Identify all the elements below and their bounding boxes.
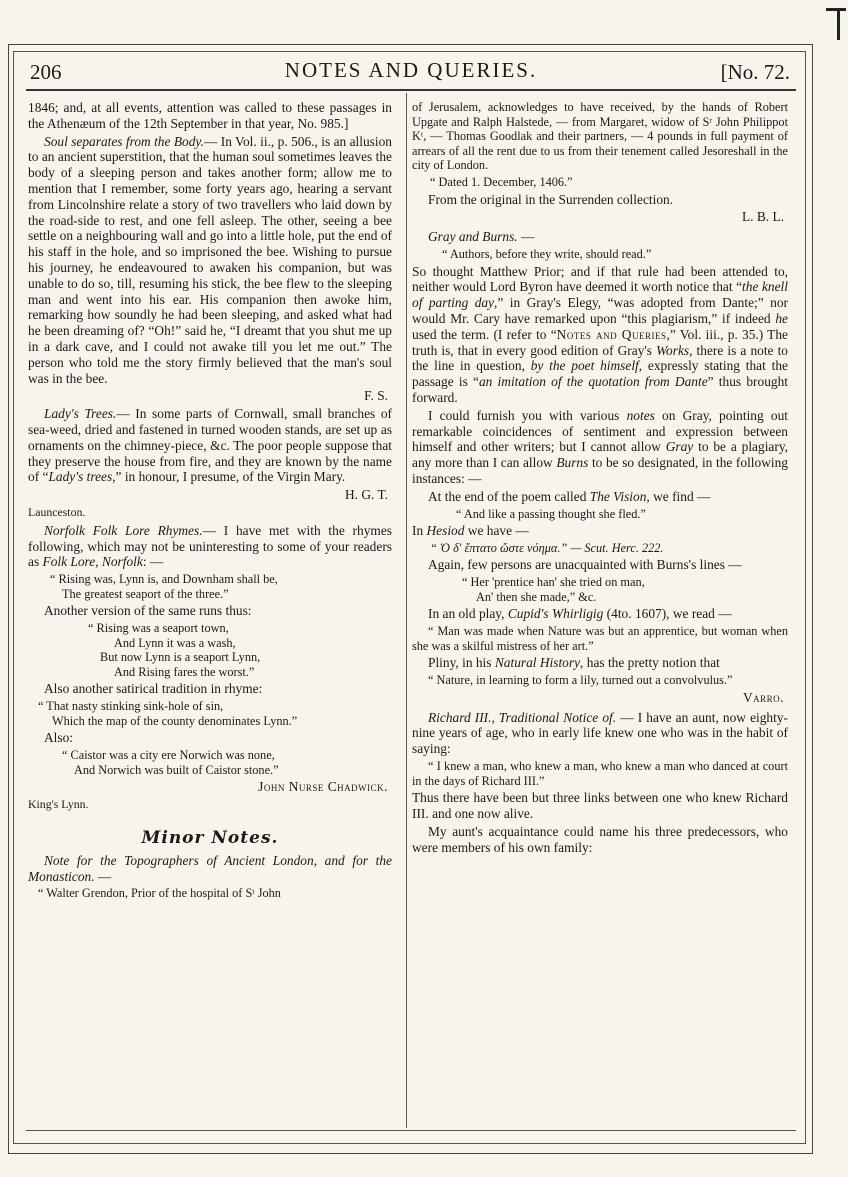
bottom-rule xyxy=(26,1130,796,1131)
quotation-date: “ Dated 1. December, 1406.” xyxy=(430,174,573,189)
quotation: “ Walter Grendon, Prior of the hospital of Sᵗ John xyxy=(38,886,281,901)
place-name: Launceston. xyxy=(28,504,86,519)
quotation: “ I knew a man, who knew a man, who knew a man who danced at court in the days of Richard III.” xyxy=(412,759,788,788)
article-title: Gray and Burns. xyxy=(428,229,518,245)
article-title: Lady's Trees. xyxy=(44,406,117,422)
paragraph: I could furnish you with various notes on Gray, pointing out remarkable coincidences of sentiment and expression between himself and other writers; but I cannot allow Gray to be a plagiary, any more than I can allow Burns to be so designated, in the following instances: — xyxy=(412,407,789,486)
paragraph: So thought Matthew Prior; and if that rule had been attended to, neither would Lord Byron have deemed it worth notice that “the knell of parting day,” in Gray's Elegy, “was adopted from Dante;” nor would Mr. Cary have remarked upon “this plagiarism,” if indeed he used the term. (I refer to “Notes and Queries,” Vol. iii., p. 35.) The truth is, that in every good edition of Gray's Works, there is a note to the line in question, by the poet himself, expressly stating that the passage is “an imitation of the quotation from Dante” thus brought forward. xyxy=(412,263,789,405)
paragraph: Also another satirical tradition in rhyme: xyxy=(44,681,263,697)
article-norfolk-rhymes: Norfolk Folk Lore Rhymes.— I have met with the rhymes following, which may not be uninteresting to some of your readers as Folk Lore, Norfolk: — xyxy=(28,522,392,570)
quotation: “ And like a passing thought she fled.” xyxy=(456,506,646,521)
paragraph: Again, few persons are unacquainted with Burns's lines — xyxy=(428,557,742,573)
paragraph: From the original in the Surrenden collection. xyxy=(428,191,674,207)
issue-number: [No. 72. xyxy=(720,60,790,84)
corner-crop-mark xyxy=(826,0,846,40)
article-title: Note for the Topographers of Ancient London, and for the Monasticon. xyxy=(28,852,392,884)
article-title: Norfolk Folk Lore Rhymes. xyxy=(44,522,203,538)
paragraph: Also: xyxy=(44,730,74,746)
signature: H. G. T. xyxy=(344,487,388,503)
signature: Varro. xyxy=(742,689,784,705)
article-topographers: Note for the Topographers of Ancient London, and for the Monasticon. — xyxy=(28,852,392,884)
paragraph: In Hesiod we have — xyxy=(412,523,529,539)
burns-lines: “ Her 'prentice han' she tried on man, An' then she made,” &c. xyxy=(462,575,645,604)
rhyme: “ Caistor was a city ere Norwich was none, And Norwich was built of Caistor stone.” xyxy=(62,748,279,777)
paragraph-continuation: 1846; and, at all events, attention was called to these passages in the Athenæum of the 12th September in that year, No. 985.] xyxy=(28,100,392,131)
section-heading: Minor Notes. xyxy=(141,828,279,849)
paragraph: Another version of the same runs thus: xyxy=(44,603,252,619)
signature: L. B. L. xyxy=(741,209,784,225)
epigraph: “ Authors, before they write, should read.” xyxy=(442,246,652,261)
rhyme: “ Rising was a seaport town, And Lynn it was a wash, But now Lynn is a seaport Lynn, And Rising fares the worst.” xyxy=(88,621,261,679)
journal-title: NOTES AND QUERIES. xyxy=(284,58,538,82)
column-divider xyxy=(406,93,407,1128)
quotation: “ Man was made when Nature was but an apprentice, but woman when she was a skilful mistress of her art.” xyxy=(412,624,788,653)
paragraph: Pliny, in his Natural History, has the pretty notion that xyxy=(428,655,720,671)
article-richard-iii: Richard III., Traditional Notice of. — I have an aunt, now eighty-nine years of age, who in early life knew one who was in the habit of saying: xyxy=(412,709,788,757)
quotation: of Jerusalem, acknowledges to have received, by the hands of Robert Upgate and Ralph Halstede, — from Margaret, widow of Sʳ John Philippot Kᵗ, — Thomas Goodlak and their partners, — 4 pounds in full payment of arrears of all the rent due to us from their tenement called Jesoreshall in the city of London. xyxy=(412,100,788,173)
article-title: Richard III., Traditional Notice of. xyxy=(428,709,617,725)
paragraph: At the end of the poem called The Vision, we find — xyxy=(428,488,711,504)
rhyme: “ That nasty stinking sink-hole of sin, Which the map of the county denominates Lynn.” xyxy=(38,699,298,728)
rhyme: “ Rising was, Lynn is, and Downham shall be, The greatest seaport of the three.” xyxy=(50,572,278,601)
quotation: “ Nature, in learning to form a lily, turned out a convolvulus.” xyxy=(428,673,733,688)
right-column xyxy=(412,100,788,857)
place-name: King's Lynn. xyxy=(28,797,89,812)
article-gray-and-burns: Gray and Burns. — xyxy=(428,229,535,245)
left-column xyxy=(28,100,392,903)
header-rule xyxy=(26,89,796,91)
paragraph: My aunt's acquaintance could name his three predecessors, who were members of his own family: xyxy=(412,823,788,855)
paragraph: Thus there have been but three links between one who knew Richard III. and one now alive. xyxy=(412,790,788,822)
paragraph: In an old play, Cupid's Whirligig (4to. 1607), we read — xyxy=(428,606,732,622)
signature: F. S. xyxy=(364,388,388,404)
signature: John Nurse Chadwick. xyxy=(258,779,388,795)
article-ladys-trees: Lady's Trees.— In some parts of Cornwall, small branches of sea-weed, dried and fastened in turned wooden stands, are set up as ornaments on the chimney-piece, &c. The poor people suppose that they preserve the house from fire, and they are known by the name of “Lady's trees,” in honour, I presume, of the Virgin Mary. xyxy=(28,406,392,485)
article-title: Soul separates from the Body. xyxy=(44,133,204,149)
running-head xyxy=(26,58,796,88)
page-number: 206 xyxy=(30,60,62,84)
article-soul-separates: Soul separates from the Body.— In Vol. ii., p. 506., is an allusion to an ancient superstition, that the human soul sometimes leaves the body of a sleeping person and takes another form; allow me to mention that I remember, some forty years ago, hearing a servant from Lincolnshire relate a story of two travellers who laid down by the road-side to rest, and one fell asleep. The other, seeing a bee settle on a neighbouring wall and go into a little hole, put the end of his staff in the hole, and so imprisoned the bee. Wishing to pursue his journey, he endeavoured to awaken his companion, but was unable to do so, till, resuming his stick, the bee flew to the sleeping man and went into his ear. His companion then awoke him, remarking how soundly he had been sleeping, and asked what had he been dreaming of? “Oh!” said he, “I dreamt that you shut me up in a dark cave, and I could not awake till you let me out.” The person who told me the story firmly believed that the man's soul was in the bee. xyxy=(28,133,392,386)
greek-quotation: “ Ὁ δ' ἔπτατο ὥστε νόημα.” — Scut. Herc. 222. xyxy=(430,540,664,555)
